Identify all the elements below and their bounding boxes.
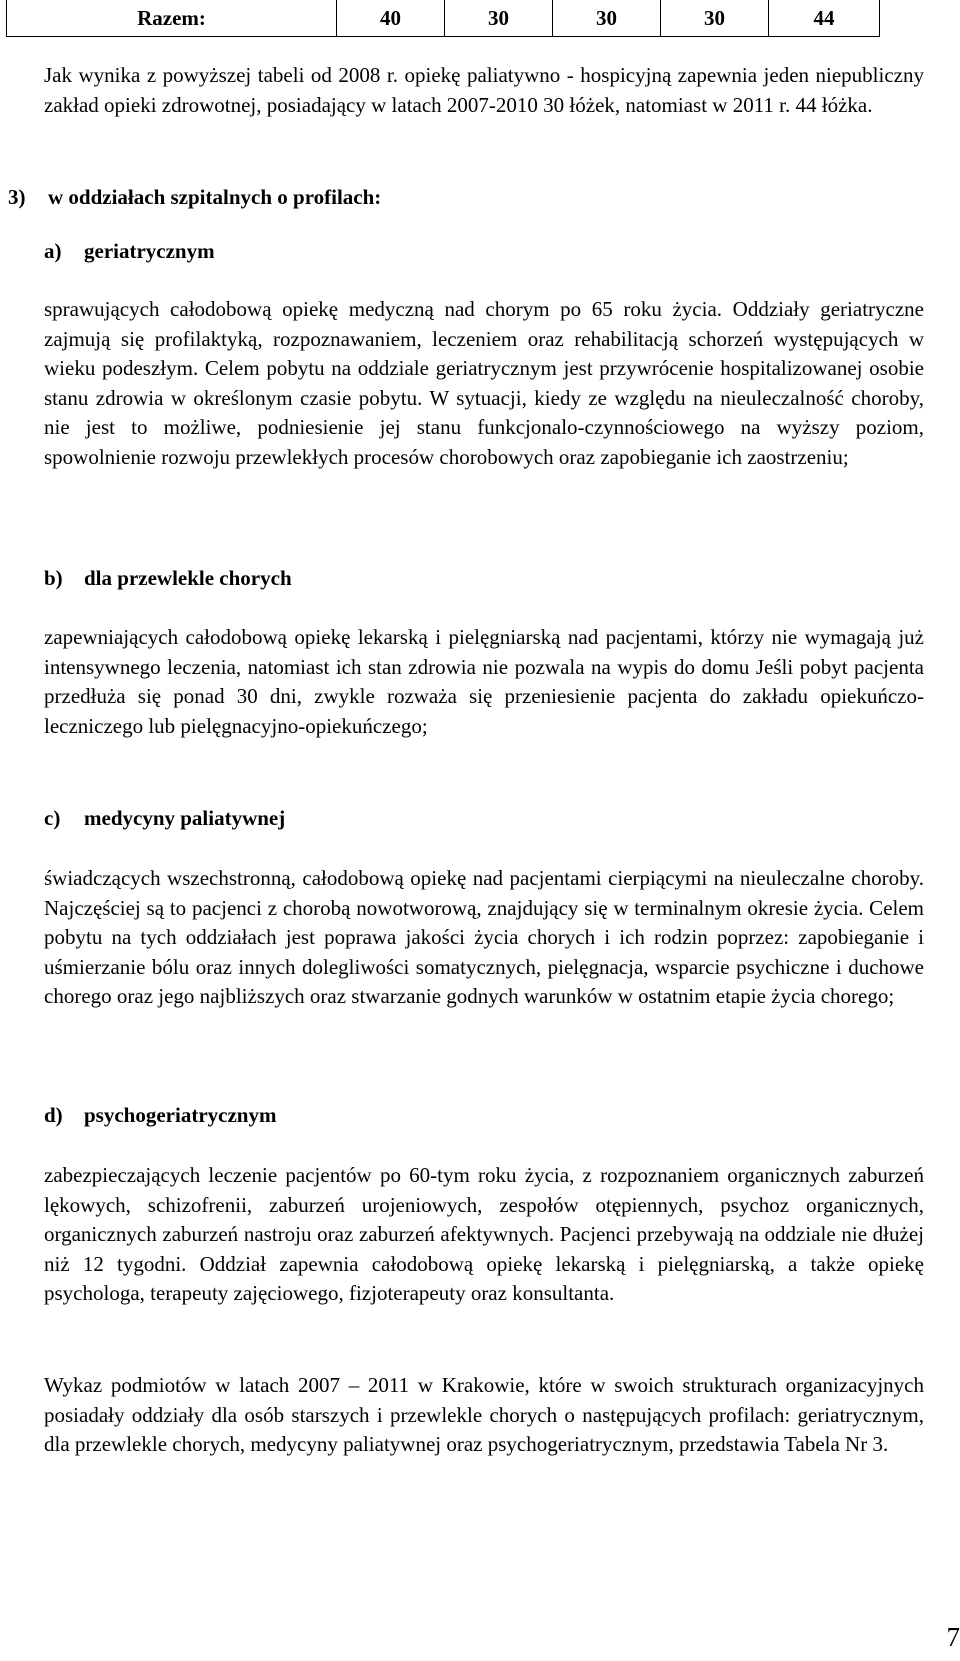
table-value-cell: 44 xyxy=(813,5,835,30)
table-value-cell: 40 xyxy=(337,0,445,36)
subsection-c-title: medycyny paliatywnej xyxy=(84,806,286,830)
subsection-c-marker: c) xyxy=(44,806,61,830)
subsection-d-marker: d) xyxy=(44,1103,63,1127)
section-3-title: w oddziałach szpitalnych o profilach: xyxy=(48,185,382,209)
closing-paragraph: Wykaz podmiotów w latach 2007 – 2011 w Krakowie, które w swoich strukturach organizacyjnych posiadały oddziały dla osób starszych i przewlekle chorych o następujących profilach: geriatrycznym, dla przewlekle chorych, medycyny paliatywnej oraz psychogeriatrycznym, przedstawia Tabela Nr 3. xyxy=(44,1373,924,1456)
subsection-b-marker: b) xyxy=(44,566,63,590)
summary-table-row xyxy=(6,0,880,37)
subsection-b-text: zapewniających całodobową opiekę lekarską i pielęgniarską nad pacjentami, którzy nie wymagają już intensywnego leczenia, natomiast ich stan zdrowia nie pozwala na wypis do domu Jeśli pobyt pacjenta przedłuża się ponad 30 dni, zwykle rozważa się przeniesienie pacjenta do zakładu opiekuńczo-leczniczego lub pielęgnacyjno-opiekuńczego; xyxy=(44,625,924,738)
subsection-d-heading xyxy=(44,1101,276,1130)
table-value-cell: 30 xyxy=(553,0,661,36)
subsection-c-text: świadczących wszechstronną, całodobową opiekę nad pacjentami cierpiącymi na nieuleczalne choroby. Najczęściej są to pacjenci z chorobą nowotworową, znajdujący się w terminalnym okresie życia. Celem pobytu na tych oddziałach jest poprawa jakości życia chorych i ich rodzin poprzez: zapobieganie i uśmierzanie bólu oraz innych dolegliwości somatycznych, pielęgnacja, wsparcie psychiczne i duchowe chorego oraz jego najbliższych oraz stwarzanie godnych warunków w ostatnim etapie życia chorego; xyxy=(44,866,924,1008)
section-3-heading xyxy=(8,183,381,212)
subsection-c-heading xyxy=(44,804,285,833)
subsection-a-title: geriatrycznym xyxy=(84,239,215,263)
subsection-d-title: psychogeriatrycznym xyxy=(84,1103,277,1127)
subsection-d-text: zabezpieczających leczenie pacjentów po 60-tym roku życia, z rozpoznaniem organicznych zaburzeń lękowych, schizofrenii, zaburzeń urojeniowych, zespołów otępiennych, psychoz organicznych, organicznych zaburzeń nastroju oraz zaburzeń afektywnych. Pacjenci przebywają na oddziale nie dłużej niż 12 tygodni. Oddział zapewnia całodobową opiekę lekarską i pielęgniarską, a także opiekę psychologa, terapeuty zajęciowego, fizjoterapeuty oraz konsultanta. xyxy=(44,1163,924,1305)
subsection-a-marker: a) xyxy=(44,239,62,263)
section-3-marker: 3) xyxy=(8,185,26,209)
subsection-a-heading xyxy=(44,237,215,266)
subsection-a-text: sprawujących całodobową opiekę medyczną nad chorym po 65 roku życia. Oddziały geriatryczne zajmują się profilaktyką, rozpoznawaniem, leczeniem oraz rehabilitacją schorzeń występujących w wieku podeszłym. Celem pobytu na oddziale geriatrycznym jest przywrócenie hospitalizowanej osobie stanu zdrowia w określonym czasie pobytu. W sytuacji, kiedy ze względu na nieuleczalność choroby, nie jest to możliwe, podniesienie jej stanu funkcjonalo-czynnościowego na wyższy poziom, spowolnienie rozwoju przewlekłych procesów chorobowych oraz zapobieganie ich zaostrzeniu; xyxy=(44,297,924,469)
table-value-cell: 30 xyxy=(661,0,769,36)
subsection-b-title: dla przewlekle chorych xyxy=(84,566,292,590)
intro-paragraph: Jak wynika z powyższej tabeli od 2008 r. opiekę paliatywno - hospicyjną zapewnia jeden niepubliczny zakład opieki zdrowotnej, posiadający w latach 2007-2010 30 łóżek, natomiast w 2011 r. 44 łóżka. xyxy=(44,63,924,117)
subsection-b-heading xyxy=(44,564,292,593)
table-label-cell: Razem: xyxy=(7,0,337,36)
page-number: 7 xyxy=(946,1622,960,1652)
table-value-cell: 30 xyxy=(445,0,553,36)
